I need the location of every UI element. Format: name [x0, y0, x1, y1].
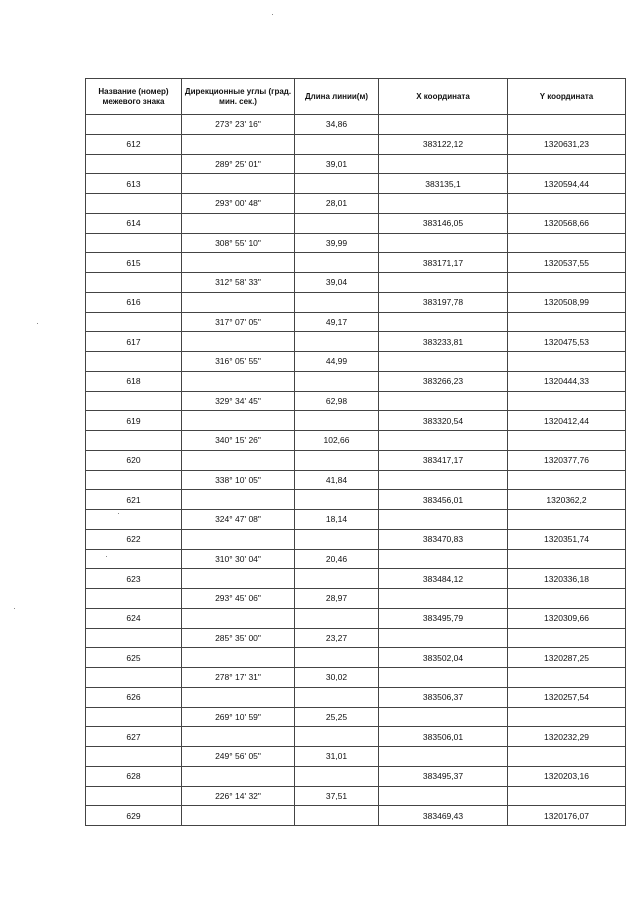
- bearing-angle-cell: 316° 05' 55": [182, 352, 295, 372]
- y-coordinate-cell: 1320309,66: [508, 608, 626, 628]
- marker-name-cell: 628: [86, 766, 182, 786]
- y-coordinate-cell: 1320351,74: [508, 529, 626, 549]
- segment-row: [86, 786, 626, 806]
- marker-name-cell: 624: [86, 608, 182, 628]
- empty-cell: [86, 470, 182, 490]
- bearing-angle-cell: 312° 58' 33": [182, 273, 295, 293]
- empty-cell: [182, 490, 295, 510]
- marker-name-cell: 626: [86, 687, 182, 707]
- empty-cell: [182, 687, 295, 707]
- point-row: [86, 727, 626, 747]
- marker-name-cell: 620: [86, 450, 182, 470]
- y-coordinate-cell: 1320362,2: [508, 490, 626, 510]
- empty-cell: [295, 371, 379, 391]
- line-length-cell: 28,97: [295, 589, 379, 609]
- bearing-angle-cell: 285° 35' 00": [182, 628, 295, 648]
- empty-cell: [295, 569, 379, 589]
- empty-cell: [86, 312, 182, 332]
- empty-cell: [182, 529, 295, 549]
- line-length-cell: 20,46: [295, 549, 379, 569]
- y-coordinate-cell: 1320508,99: [508, 292, 626, 312]
- empty-cell: [86, 707, 182, 727]
- marker-name-cell: 612: [86, 134, 182, 154]
- y-coordinate-cell: 1320287,25: [508, 648, 626, 668]
- segment-row: [86, 115, 626, 135]
- empty-cell: [508, 786, 626, 806]
- x-coordinate-cell: 383495,79: [379, 608, 508, 628]
- marker-name-cell: 617: [86, 332, 182, 352]
- empty-cell: [182, 253, 295, 273]
- segment-row: [86, 154, 626, 174]
- segment-row: [86, 628, 626, 648]
- point-row: [86, 608, 626, 628]
- y-coordinate-cell: 1320257,54: [508, 687, 626, 707]
- marker-name-cell: 621: [86, 490, 182, 510]
- empty-cell: [86, 352, 182, 372]
- empty-cell: [508, 391, 626, 411]
- bearing-angle-cell: 293° 45' 06": [182, 589, 295, 609]
- x-coordinate-cell: 383146,05: [379, 213, 508, 233]
- empty-cell: [508, 194, 626, 214]
- header-bearing-angle: Дирекционные углы (град. мин. сек.): [182, 79, 295, 115]
- bearing-angle-cell: 269° 10' 59": [182, 707, 295, 727]
- y-coordinate-cell: 1320412,44: [508, 411, 626, 431]
- marker-name-cell: 619: [86, 411, 182, 431]
- x-coordinate-cell: 383506,01: [379, 727, 508, 747]
- x-coordinate-cell: 383469,43: [379, 806, 508, 826]
- empty-cell: [379, 431, 508, 451]
- line-length-cell: 39,01: [295, 154, 379, 174]
- line-length-cell: 25,25: [295, 707, 379, 727]
- table-body: [86, 115, 626, 826]
- empty-cell: [508, 470, 626, 490]
- bearing-angle-cell: 273° 23' 16": [182, 115, 295, 135]
- line-length-cell: 39,99: [295, 233, 379, 253]
- marker-name-cell: 614: [86, 213, 182, 233]
- x-coordinate-cell: 383233,81: [379, 332, 508, 352]
- x-coordinate-cell: 383320,54: [379, 411, 508, 431]
- segment-row: [86, 352, 626, 372]
- x-coordinate-cell: 383171,17: [379, 253, 508, 273]
- empty-cell: [182, 332, 295, 352]
- empty-cell: [508, 707, 626, 727]
- segment-row: [86, 273, 626, 293]
- bearing-angle-cell: 324° 47' 08": [182, 510, 295, 530]
- empty-cell: [295, 608, 379, 628]
- y-coordinate-cell: 1320377,76: [508, 450, 626, 470]
- empty-cell: [379, 194, 508, 214]
- empty-cell: [295, 213, 379, 233]
- point-row: [86, 687, 626, 707]
- marker-name-cell: 622: [86, 529, 182, 549]
- bearing-angle-cell: 249° 56' 05": [182, 747, 295, 767]
- bearing-angle-cell: 340° 15' 26": [182, 431, 295, 451]
- line-length-cell: 62,98: [295, 391, 379, 411]
- empty-cell: [508, 273, 626, 293]
- bearing-angle-cell: 329° 34' 45": [182, 391, 295, 411]
- line-length-cell: 31,01: [295, 747, 379, 767]
- empty-cell: [508, 115, 626, 135]
- point-row: [86, 213, 626, 233]
- empty-cell: [86, 510, 182, 530]
- empty-cell: [295, 687, 379, 707]
- x-coordinate-cell: 383484,12: [379, 569, 508, 589]
- segment-row: [86, 707, 626, 727]
- empty-cell: [295, 529, 379, 549]
- point-row: [86, 490, 626, 510]
- line-length-cell: 49,17: [295, 312, 379, 332]
- empty-cell: [295, 766, 379, 786]
- empty-cell: [379, 628, 508, 648]
- x-coordinate-cell: 383502,04: [379, 648, 508, 668]
- empty-cell: [295, 174, 379, 194]
- empty-cell: [86, 115, 182, 135]
- empty-cell: [508, 510, 626, 530]
- segment-row: [86, 549, 626, 569]
- empty-cell: [295, 332, 379, 352]
- empty-cell: [379, 470, 508, 490]
- line-length-cell: 34,86: [295, 115, 379, 135]
- table-header-row: [86, 79, 626, 115]
- scan-speck: [14, 608, 15, 609]
- point-row: [86, 569, 626, 589]
- empty-cell: [508, 352, 626, 372]
- line-length-cell: 102,66: [295, 431, 379, 451]
- empty-cell: [379, 510, 508, 530]
- empty-cell: [508, 747, 626, 767]
- y-coordinate-cell: 1320568,66: [508, 213, 626, 233]
- y-coordinate-cell: 1320475,53: [508, 332, 626, 352]
- marker-name-cell: 623: [86, 569, 182, 589]
- empty-cell: [508, 589, 626, 609]
- empty-cell: [379, 747, 508, 767]
- empty-cell: [508, 628, 626, 648]
- bearing-angle-cell: 226° 14' 32": [182, 786, 295, 806]
- empty-cell: [295, 727, 379, 747]
- empty-cell: [86, 154, 182, 174]
- empty-cell: [508, 154, 626, 174]
- header-x-coordinate: X координата: [379, 79, 508, 115]
- line-length-cell: 41,84: [295, 470, 379, 490]
- y-coordinate-cell: 1320631,23: [508, 134, 626, 154]
- empty-cell: [379, 273, 508, 293]
- segment-row: [86, 233, 626, 253]
- line-length-cell: 28,01: [295, 194, 379, 214]
- empty-cell: [86, 233, 182, 253]
- empty-cell: [182, 806, 295, 826]
- empty-cell: [379, 233, 508, 253]
- segment-row: [86, 431, 626, 451]
- empty-cell: [86, 549, 182, 569]
- point-row: [86, 292, 626, 312]
- empty-cell: [295, 490, 379, 510]
- bearing-angle-cell: 289° 25' 01": [182, 154, 295, 174]
- x-coordinate-cell: 383417,17: [379, 450, 508, 470]
- segment-row: [86, 391, 626, 411]
- empty-cell: [295, 134, 379, 154]
- bearing-angle-cell: 278° 17' 31": [182, 668, 295, 688]
- y-coordinate-cell: 1320232,29: [508, 727, 626, 747]
- empty-cell: [86, 628, 182, 648]
- empty-cell: [508, 431, 626, 451]
- marker-name-cell: 616: [86, 292, 182, 312]
- y-coordinate-cell: 1320336,18: [508, 569, 626, 589]
- point-row: [86, 134, 626, 154]
- empty-cell: [379, 668, 508, 688]
- marker-name-cell: 625: [86, 648, 182, 668]
- empty-cell: [86, 273, 182, 293]
- line-length-cell: 30,02: [295, 668, 379, 688]
- empty-cell: [182, 134, 295, 154]
- empty-cell: [86, 668, 182, 688]
- point-row: [86, 332, 626, 352]
- y-coordinate-cell: 1320594,44: [508, 174, 626, 194]
- empty-cell: [86, 391, 182, 411]
- point-row: [86, 371, 626, 391]
- empty-cell: [182, 450, 295, 470]
- scan-speck: [272, 14, 273, 15]
- scan-speck: [37, 323, 38, 324]
- bearing-angle-cell: 293° 00' 48": [182, 194, 295, 214]
- empty-cell: [379, 352, 508, 372]
- y-coordinate-cell: 1320537,55: [508, 253, 626, 273]
- empty-cell: [295, 292, 379, 312]
- segment-row: [86, 194, 626, 214]
- empty-cell: [379, 786, 508, 806]
- x-coordinate-cell: 383506,37: [379, 687, 508, 707]
- segment-row: [86, 668, 626, 688]
- header-marker-name: Название (номер) межевого знака: [86, 79, 182, 115]
- segment-row: [86, 589, 626, 609]
- x-coordinate-cell: 383266,23: [379, 371, 508, 391]
- y-coordinate-cell: 1320203,16: [508, 766, 626, 786]
- empty-cell: [508, 668, 626, 688]
- bearing-angle-cell: 310° 30' 04": [182, 549, 295, 569]
- x-coordinate-cell: 383495,37: [379, 766, 508, 786]
- point-row: [86, 411, 626, 431]
- empty-cell: [86, 747, 182, 767]
- empty-cell: [86, 431, 182, 451]
- empty-cell: [379, 589, 508, 609]
- point-row: [86, 253, 626, 273]
- point-row: [86, 806, 626, 826]
- empty-cell: [295, 806, 379, 826]
- empty-cell: [182, 292, 295, 312]
- empty-cell: [182, 766, 295, 786]
- boundary-coordinates-table: [85, 78, 626, 826]
- bearing-angle-cell: 317° 07' 05": [182, 312, 295, 332]
- x-coordinate-cell: 383197,78: [379, 292, 508, 312]
- empty-cell: [379, 391, 508, 411]
- empty-cell: [295, 253, 379, 273]
- empty-cell: [182, 174, 295, 194]
- y-coordinate-cell: 1320444,33: [508, 371, 626, 391]
- empty-cell: [86, 786, 182, 806]
- empty-cell: [508, 233, 626, 253]
- empty-cell: [379, 312, 508, 332]
- empty-cell: [379, 154, 508, 174]
- line-length-cell: 39,04: [295, 273, 379, 293]
- header-line-length: Длина линии(м): [295, 79, 379, 115]
- bearing-angle-cell: 308° 55' 10": [182, 233, 295, 253]
- line-length-cell: 18,14: [295, 510, 379, 530]
- marker-name-cell: 627: [86, 727, 182, 747]
- empty-cell: [295, 450, 379, 470]
- empty-cell: [182, 727, 295, 747]
- marker-name-cell: 613: [86, 174, 182, 194]
- point-row: [86, 450, 626, 470]
- empty-cell: [379, 115, 508, 135]
- line-length-cell: 44,99: [295, 352, 379, 372]
- empty-cell: [86, 589, 182, 609]
- empty-cell: [182, 213, 295, 233]
- empty-cell: [182, 648, 295, 668]
- marker-name-cell: 618: [86, 371, 182, 391]
- point-row: [86, 529, 626, 549]
- line-length-cell: 23,27: [295, 628, 379, 648]
- point-row: [86, 766, 626, 786]
- header-y-coordinate: Y координата: [508, 79, 626, 115]
- segment-row: [86, 312, 626, 332]
- empty-cell: [182, 371, 295, 391]
- empty-cell: [379, 707, 508, 727]
- x-coordinate-cell: 383135,1: [379, 174, 508, 194]
- segment-row: [86, 510, 626, 530]
- y-coordinate-cell: 1320176,07: [508, 806, 626, 826]
- marker-name-cell: 629: [86, 806, 182, 826]
- empty-cell: [295, 411, 379, 431]
- empty-cell: [182, 569, 295, 589]
- line-length-cell: 37,51: [295, 786, 379, 806]
- x-coordinate-cell: 383470,83: [379, 529, 508, 549]
- bearing-angle-cell: 338° 10' 05": [182, 470, 295, 490]
- empty-cell: [182, 411, 295, 431]
- x-coordinate-cell: 383456,01: [379, 490, 508, 510]
- empty-cell: [508, 549, 626, 569]
- marker-name-cell: 615: [86, 253, 182, 273]
- point-row: [86, 174, 626, 194]
- empty-cell: [86, 194, 182, 214]
- empty-cell: [379, 549, 508, 569]
- empty-cell: [182, 608, 295, 628]
- segment-row: [86, 747, 626, 767]
- empty-cell: [295, 648, 379, 668]
- segment-row: [86, 470, 626, 490]
- point-row: [86, 648, 626, 668]
- x-coordinate-cell: 383122,12: [379, 134, 508, 154]
- empty-cell: [508, 312, 626, 332]
